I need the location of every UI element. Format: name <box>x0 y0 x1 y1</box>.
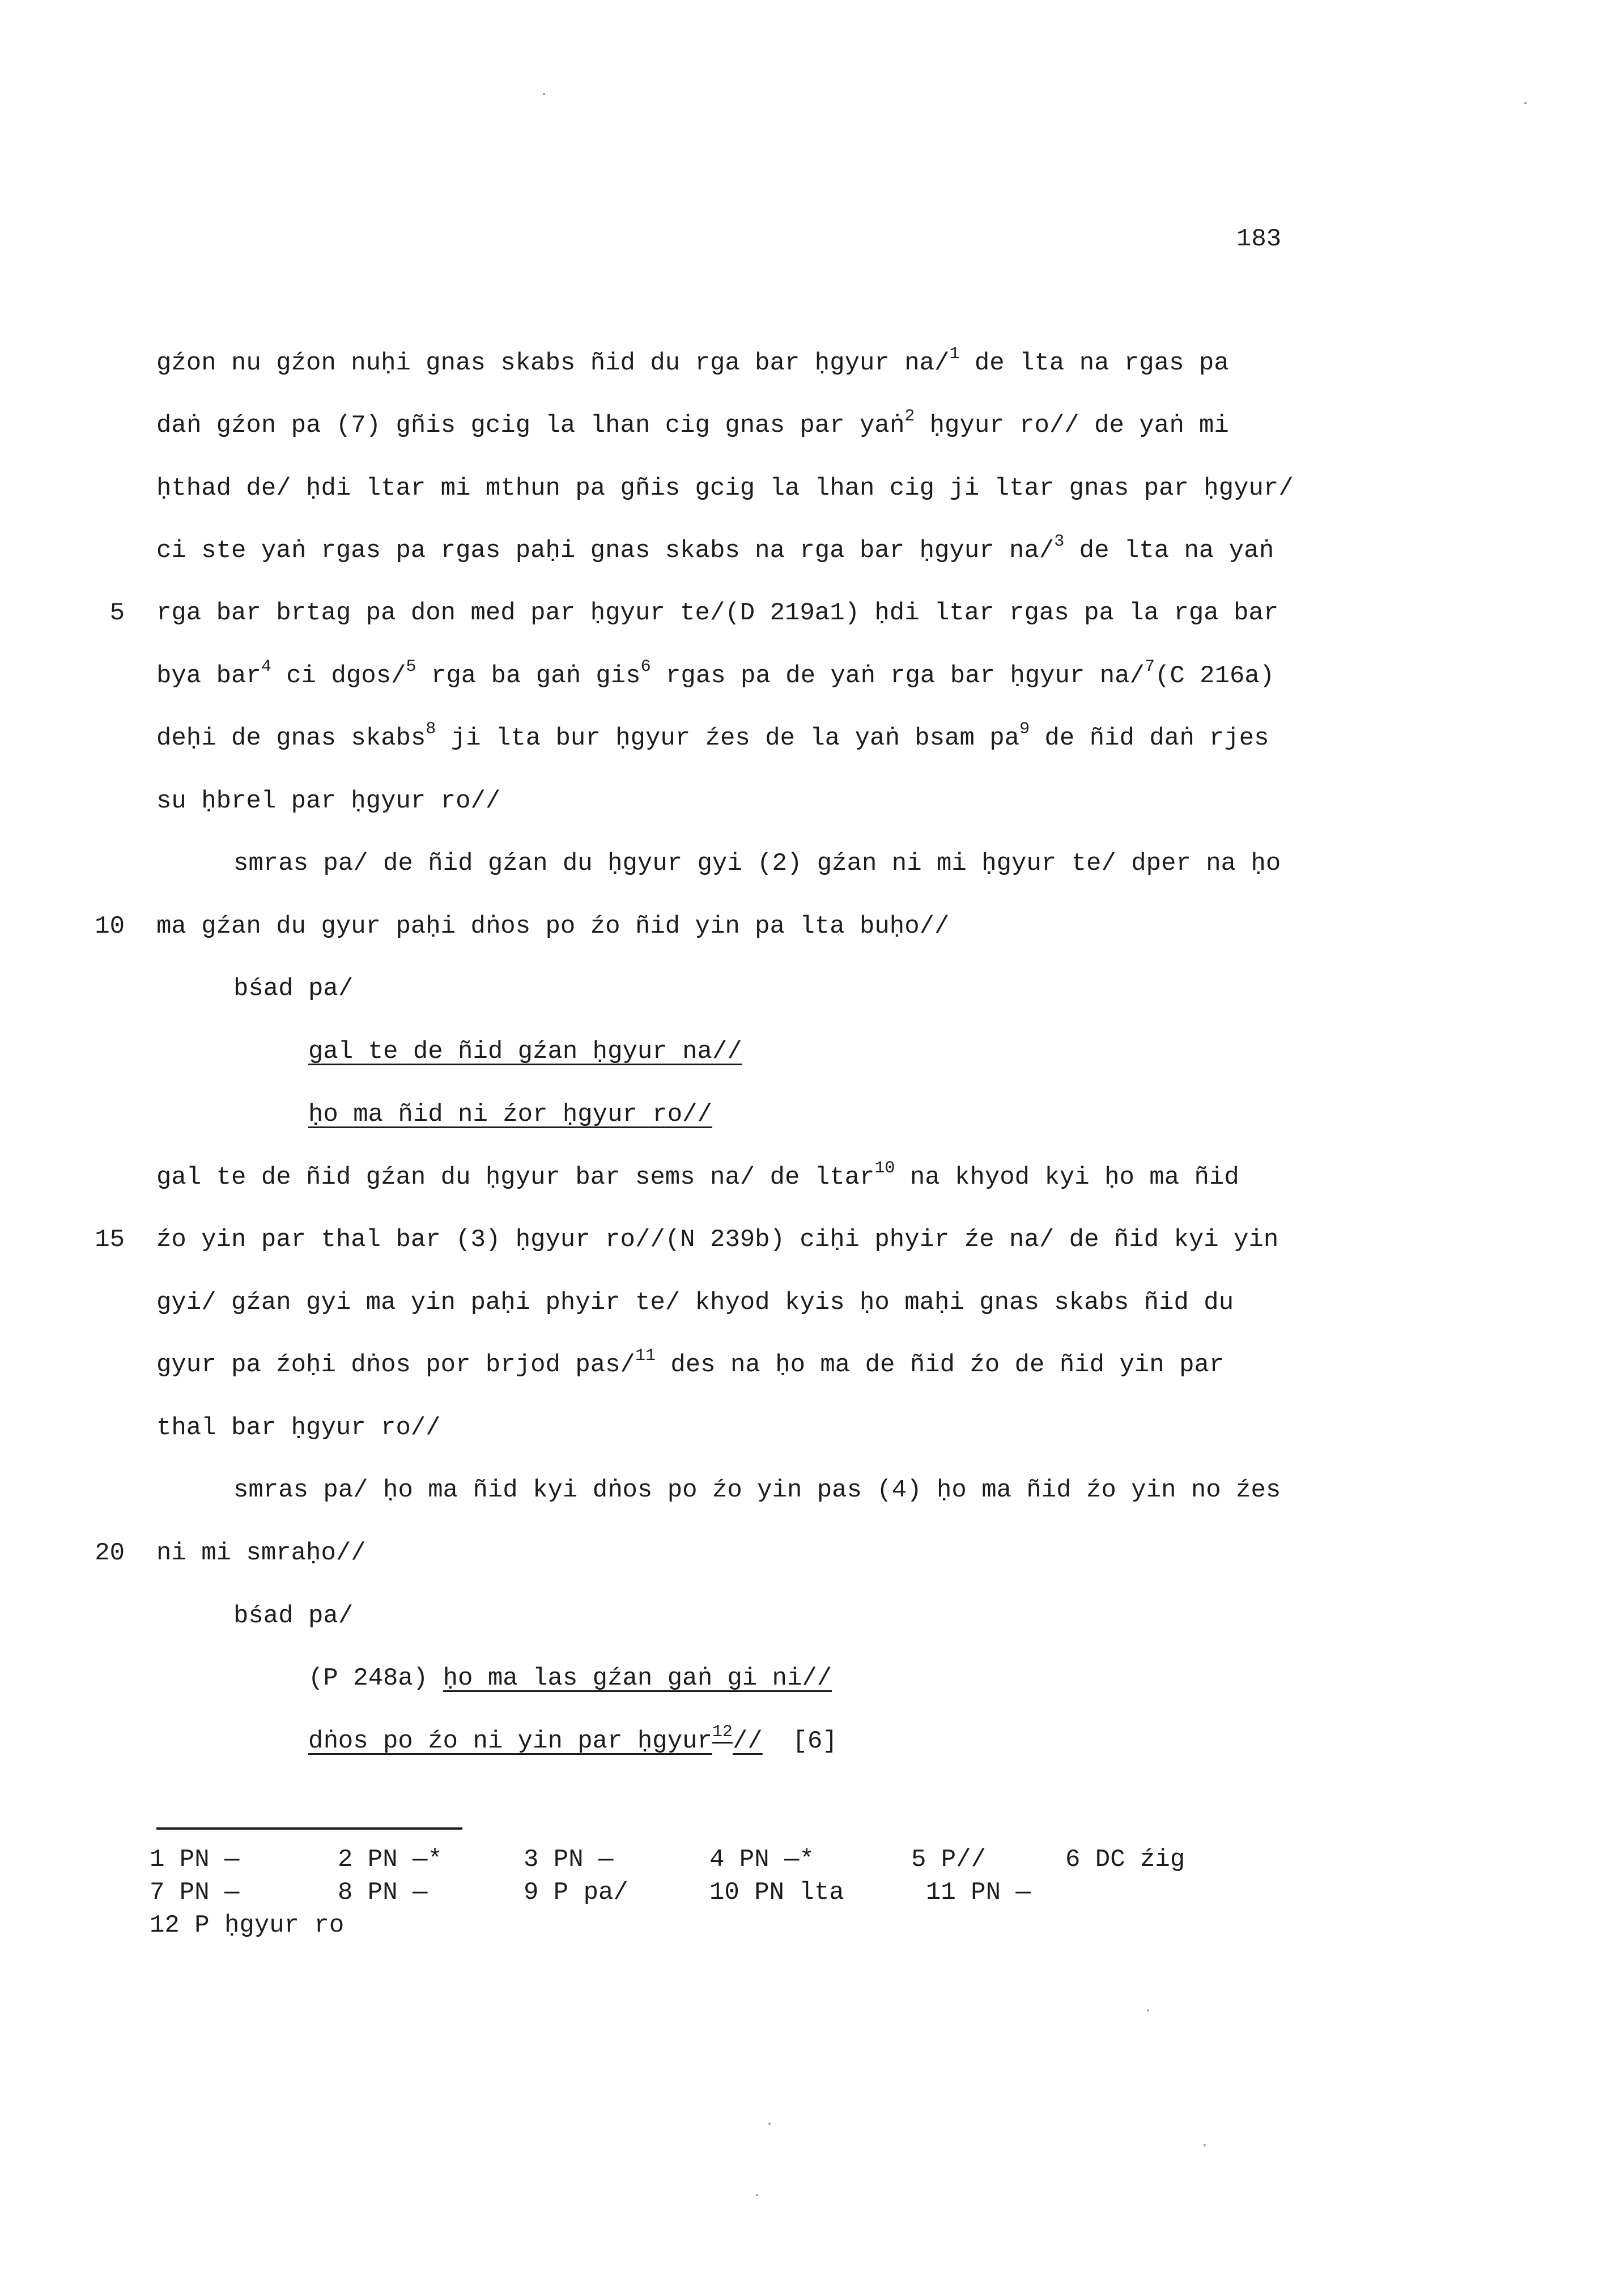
scan-speck <box>1147 2009 1149 2012</box>
line-number: 10 <box>95 912 125 941</box>
text-line: thal bar ḥgyur ro// <box>156 1414 441 1442</box>
text-line: ḥthad de/ ḥdi ltar mi mthun pa gñis gcig la lhan cig ji ltar gnas par ḥgyur/ <box>156 474 1294 503</box>
text-line: bśad pa/ <box>233 975 354 1003</box>
text-line: bśad pa/ <box>233 1602 354 1630</box>
footnote: 7 PN — <box>150 1878 240 1907</box>
footnote: 6 DC źig <box>1065 1846 1185 1874</box>
text-line: daṅ gźon pa (7) gñis gcig la lhan cig gnas par yaṅ$^2$ ḥgyur ro// de yaṅ mi <box>156 407 1229 440</box>
footnote: 10 PN lta <box>709 1878 844 1907</box>
footnote-marker: 11 <box>635 1346 656 1366</box>
text-line: rga bar brtag pa don med par ḥgyur te/(D 219a1) ḥdi ltar rgas pa la rga bar <box>156 599 1279 627</box>
footnote: 9 P pa/ <box>524 1878 628 1907</box>
verse-line: gal te de ñid gźan ḥgyur na// <box>308 1038 742 1066</box>
footnote: 5 P// <box>911 1846 987 1874</box>
line-number: 15 <box>95 1226 125 1254</box>
footnote: 11 PN — <box>926 1878 1031 1907</box>
footnote: 4 PN —* <box>709 1846 814 1874</box>
text-line: źo yin par thal bar (3) ḥgyur ro//(N 239b) ciḥi phyir źe na/ de ñid kyi yin <box>156 1226 1279 1254</box>
text-line: deḥi de gnas skabs$^8$ ji lta bur ḥgyur źes de la yaṅ bsam $pa^9$ de ñid daṅ rjes <box>156 720 1269 752</box>
verse-line: ḥo ma ñid ni źor ḥgyur ro// <box>308 1100 712 1129</box>
scan-speck <box>1524 102 1527 104</box>
text-line: ni mi smraḥo// <box>156 1539 366 1567</box>
footnote-marker: 7 <box>1144 657 1155 677</box>
text-line: su ḥbrel par ḥgyur ro// <box>156 787 501 815</box>
footnote: 3 PN — <box>524 1846 614 1874</box>
footnote-marker: 12 <box>712 1723 733 1742</box>
verse-line: dṅos po źo ni yin par ḥgyur$^{12}$// [6] <box>308 1723 837 1755</box>
text-line: gyur pa źoḥi dṅos por brjod pas/$^{11}$ des na ḥo ma de ñid źo de ñid yin par <box>156 1346 1225 1379</box>
scan-speck <box>756 2194 758 2196</box>
text-line: ci ste yaṅ rgas pa rgas paḥi gnas skabs na rga bar ḥgyur na/$^3$ de lta na yaṅ <box>156 532 1274 565</box>
text-line: smras pa/ de ñid gźan du ḥgyur gyi (2) gźan ni mi ḥgyur te/ dper na ḥo <box>233 849 1281 878</box>
text-line: gal te de ñid gźan du ḥgyur bar sems na/ de ltar$^{10}$ na khyod kyi ḥo ma ñid <box>156 1159 1239 1192</box>
text-line: bya bar$^4$ ci dgos/$^5$ rga ba gaṅ gis$^6$ rgas pa de yaṅ rga bar ḥgyur na/$^7$(C 216a) <box>156 657 1275 690</box>
line-number: 20 <box>95 1539 125 1567</box>
footnote-marker: 4 <box>261 657 271 677</box>
scan-speck <box>1204 2144 1206 2146</box>
page-number: 183 <box>1236 225 1282 253</box>
text-line: smras pa/ ḥo ma ñid kyi dṅos po źo yin pas (4) ḥo ma ñid źo yin no źes <box>233 1476 1281 1504</box>
footnote-rule <box>156 1827 462 1830</box>
footnote: 1 PN — <box>150 1846 240 1874</box>
footnote: 12 P ḥgyur ro <box>150 1911 345 1940</box>
scan-speck <box>768 2123 771 2125</box>
text-line: gyi/ gźan gyi ma yin paḥi phyir te/ khyod kyis ḥo maḥi gnas skabs ñid du <box>156 1289 1234 1317</box>
footnote-marker: 9 <box>1019 720 1030 739</box>
text-line: ma gźan du gyur paḥi dṅos po źo ñid yin pa lta buḥo// <box>156 912 950 941</box>
text-line: gźon nu gźon nuḥi gnas skabs ñid du rga bar ḥgyur na/$^1$ de lta na rgas pa <box>156 345 1229 377</box>
footnote: 2 PN —* <box>338 1846 443 1874</box>
footnote-marker: 8 <box>426 720 436 739</box>
footnote-marker: 5 <box>406 657 416 677</box>
verse-line: (P 248a) ḥo ma las gźan gaṅ gi ni// <box>308 1664 832 1693</box>
footnote-marker: 3 <box>1054 532 1065 551</box>
footnote-marker: 10 <box>874 1159 895 1178</box>
scan-speck <box>543 93 545 95</box>
line-number: 5 <box>109 599 125 627</box>
footnote: 8 PN — <box>338 1878 428 1907</box>
footnote-marker: 2 <box>904 407 915 426</box>
footnote-marker: 1 <box>949 345 960 364</box>
footnote-marker: 6 <box>640 657 651 677</box>
